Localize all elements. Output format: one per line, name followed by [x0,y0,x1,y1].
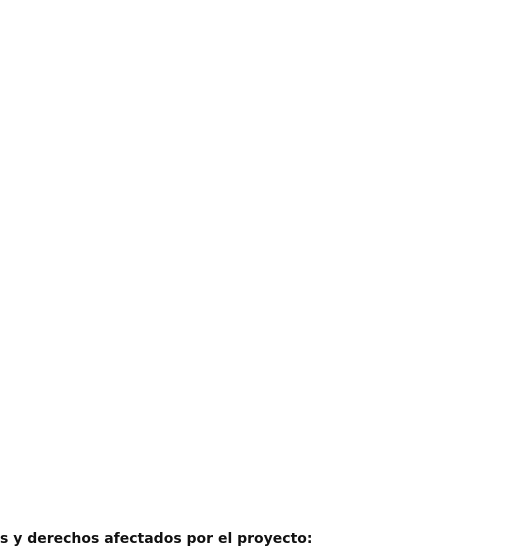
section-heading: s y derechos afectados por el proyecto: [0,531,313,547]
